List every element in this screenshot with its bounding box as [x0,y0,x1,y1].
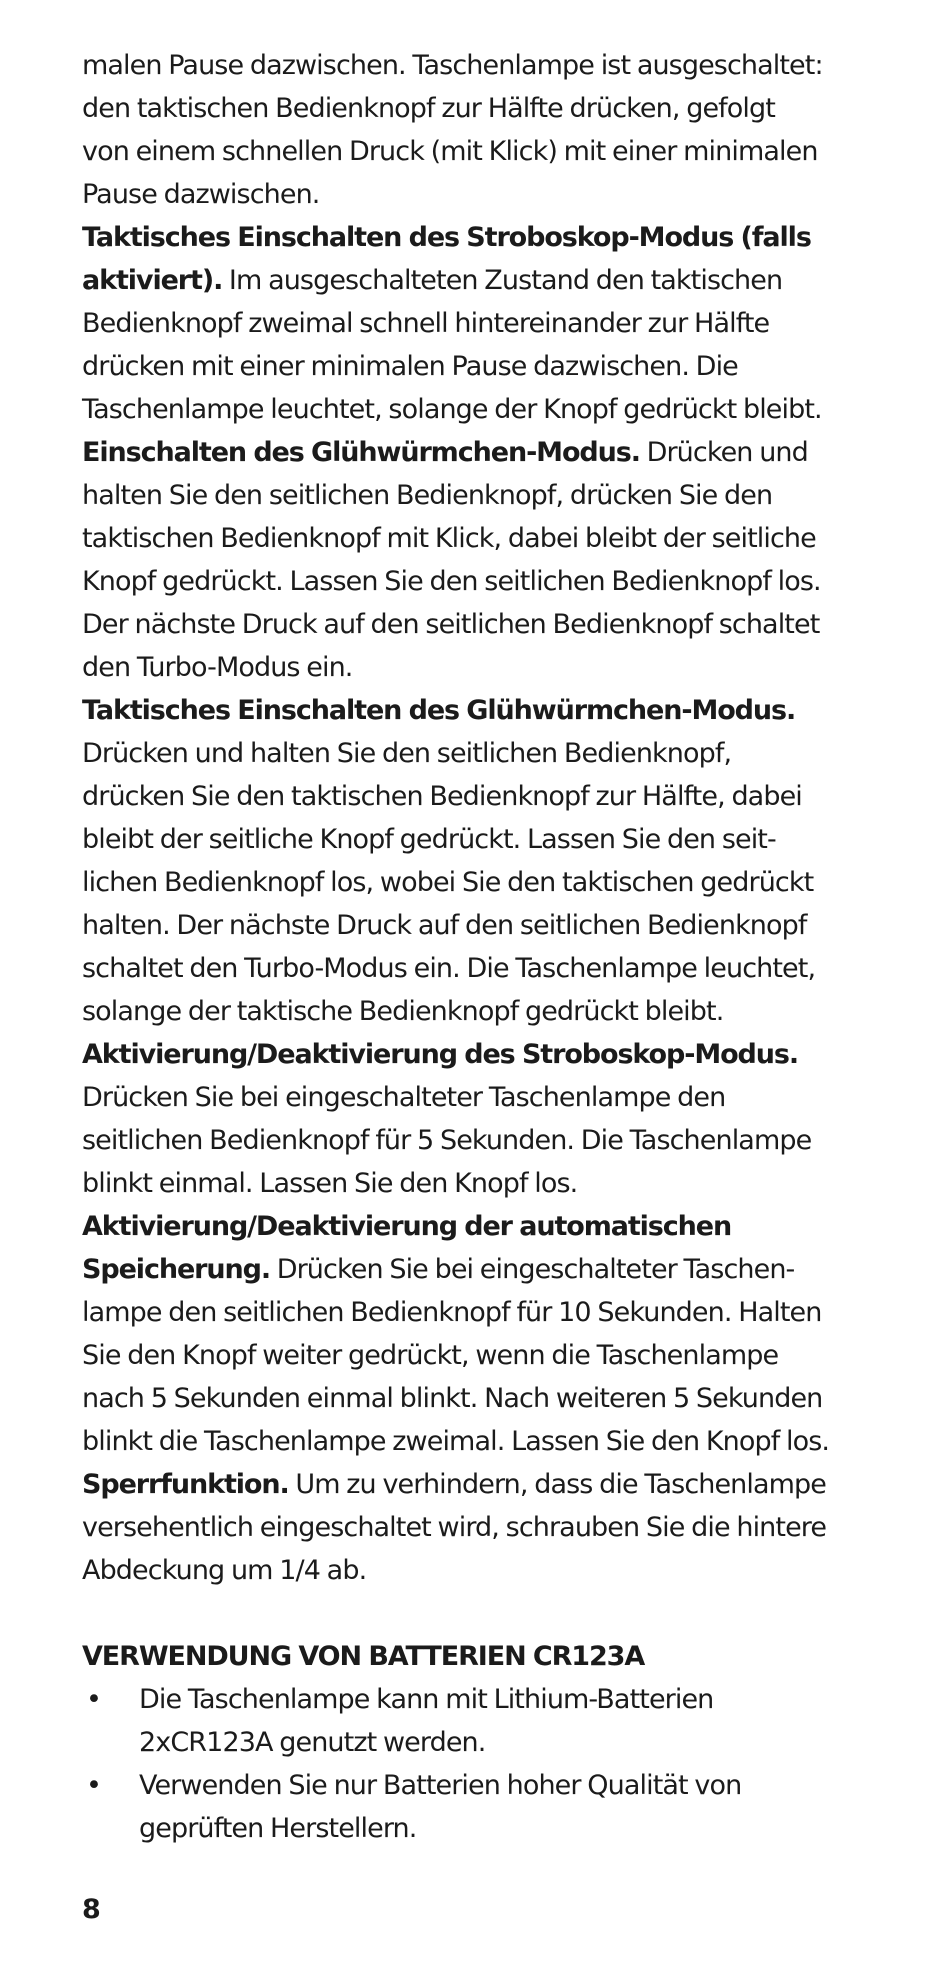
bullet-icon: • [86,1684,102,1715]
intro-paragraph [82,44,872,216]
text-line: Drücken Sie bei eingeschalteter Taschen- [270,1254,795,1285]
text-line: Drücken und [639,437,808,468]
text-line: blinkt einmal. Lassen Sie den Knopf los. [82,1168,578,1199]
lockout-paragraph [82,1463,872,1592]
bullet-icon: • [86,1770,102,1801]
text-line: Um zu verhindern, dass die Taschenlampe [288,1469,826,1500]
text-line: lampe den seitlichen Bedienknopf für 10 Sekunden. Halten [82,1297,822,1328]
text-line: Abdeckung um 1/4 ab. [82,1555,367,1586]
text-line: Sie den Knopf weiter gedrückt, wenn die Taschenlampe [82,1340,779,1371]
text-line: Drücken und halten Sie den seitlichen Bedienknopf, [82,738,732,769]
text-line: solange der taktische Bedienknopf gedrückt bleibt. [82,996,724,1027]
strobe-toggle-paragraph [82,1033,872,1205]
tactical-strobe-title-cont: aktiviert). [82,265,223,296]
firefly-mode-paragraph [82,431,872,689]
text-line: Pause dazwischen. [82,179,320,210]
list-item [82,1764,872,1850]
battery-section-heading: VERWENDUNG VON BATTERIEN CR123A [82,1641,645,1672]
strobe-toggle-title: Aktivierung/Deaktivierung des Stroboskop-Modus. [82,1039,799,1070]
text-line: den Turbo-Modus ein. [82,652,353,683]
memory-toggle-title-cont: Speicherung. [82,1254,271,1285]
text-line: Die Taschenlampe kann mit Lithium-Batterien [139,1684,714,1715]
text-line: Taschenlampe leuchtet, solange der Knopf gedrückt bleibt. [82,394,822,425]
text-line: taktischen Bedienknopf mit Klick, dabei bleibt der seitliche [82,523,816,554]
text-line: Im ausgeschalteten Zustand den taktischen [222,265,783,296]
page-number: 8 [82,1894,101,1925]
battery-bullet-list [82,1678,872,1850]
lockout-title: Sperrfunktion. [82,1469,289,1500]
text-line: lichen Bedienknopf los, wobei Sie den taktischen gedrückt [82,867,814,898]
text-line: seitlichen Bedienknopf für 5 Sekunden. Die Taschenlampe [82,1125,812,1156]
text-line: geprüften Herstellern. [139,1813,417,1844]
manual-page [82,44,872,1850]
text-line: drücken mit einer minimalen Pause dazwischen. Die [82,351,738,382]
tactical-firefly-title: Taktisches Einschalten des Glühwürmchen-Modus. [82,695,796,726]
text-line: 2xCR123A genutzt werden. [139,1727,486,1758]
text-line: nach 5 Sekunden einmal blinkt. Nach weiteren 5 Sekunden [82,1383,823,1414]
text-line: Verwenden Sie nur Batterien hoher Qualität von [139,1770,742,1801]
text-line: halten Sie den seitlichen Bedienknopf, drücken Sie den [82,480,773,511]
list-item [82,1678,872,1764]
text-line: blinkt die Taschenlampe zweimal. Lassen Sie den Knopf los. [82,1426,830,1457]
text-line: den taktischen Bedienknopf zur Hälfte drücken, gefolgt [82,93,775,124]
text-line: halten. Der nächste Druck auf den seitlichen Bedienknopf [82,910,807,941]
text-line: von einem schnellen Druck (mit Klick) mit einer minimalen [82,136,818,167]
text-line: Drücken Sie bei eingeschalteter Taschenlampe den [82,1082,726,1113]
text-line: drücken Sie den taktischen Bedienknopf zur Hälfte, dabei [82,781,802,812]
memory-toggle-paragraph [82,1205,872,1463]
text-line: schaltet den Turbo-Modus ein. Die Taschenlampe leuchtet, [82,953,816,984]
tactical-strobe-paragraph [82,216,872,431]
text-line: Knopf gedrückt. Lassen Sie den seitlichen Bedienknopf los. [82,566,821,597]
tactical-strobe-title: Taktisches Einschalten des Stroboskop-Modus (falls [82,222,811,253]
text-line: bleibt der seitliche Knopf gedrückt. Lassen Sie den seit- [82,824,776,855]
tactical-firefly-paragraph [82,689,872,1033]
text-line: Der nächste Druck auf den seitlichen Bedienknopf schaltet [82,609,820,640]
text-line: Bedienknopf zweimal schnell hintereinander zur Hälfte [82,308,770,339]
text-line: malen Pause dazwischen. Taschenlampe ist ausgeschaltet: [82,50,823,81]
firefly-mode-title: Einschalten des Glühwürmchen-Modus. [82,437,640,468]
memory-toggle-title: Aktivierung/Deaktivierung der automatischen [82,1211,732,1242]
text-line: versehentlich eingeschaltet wird, schrauben Sie die hintere [82,1512,827,1543]
